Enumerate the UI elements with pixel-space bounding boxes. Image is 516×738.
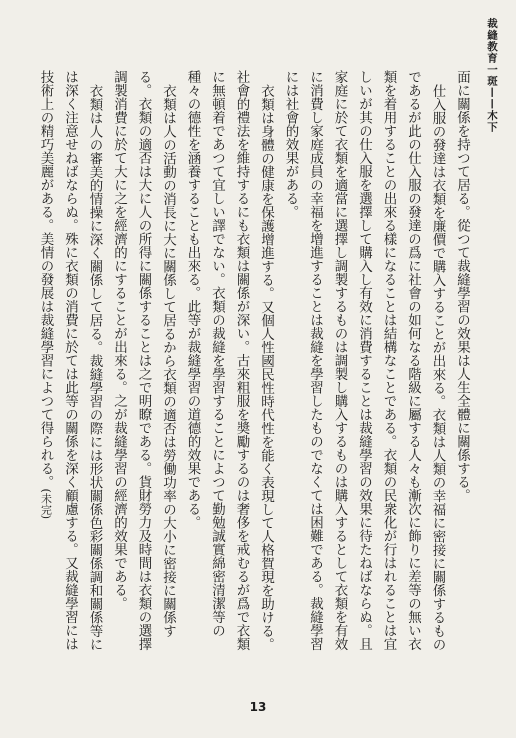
- body-text: [34, 70, 474, 655]
- paragraph: 面に關係を持つて居る。從つて裁縫學習の效果は人生全體に關係する。: [454, 70, 470, 502]
- paragraph: 衣類は身體の健康を保護增進する。又個人性國民性時代性を能く表現して人格賀現を助ける。社會的禮法を維持するにも衣類は關係が深い。古來粗服を奬勵するのは奢侈を戒むるが爲で衣類に無頓着であつて宜しい譯でない。衣類の裁縫を學習することによつて勤勉誠實綿密清潔等の種々の德性を涵養することも出來る。此等が裁縫學習の道德的效果である。: [184, 70, 274, 651]
- paragraph-text: 衣類は人の審美的情操に深く關係して居る。裁縫學習の際には形状關係色彩關係調和關係等には深く注意せねばならぬ。殊に衣類の消費に於ては此等の關係を深く顧慮する。又裁縫學習には技術上の精巧美麗がある。美情の發展は裁縫學習によつて得られる。: [37, 70, 103, 651]
- paragraph: 仕入服の發達は衣類を廉價で購入することが出來る。衣類は人類の幸福に密接に關係するものであるが此の仕入服の發達の爲に社會の如何なる階級に屬する人々も漸次に飾りに差等の無い衣類を着用することの出來る樣になることは結構なことである。衣類の民衆化が行はれることは宜しいが其の仕入服を選擇して購入し有效に消費することは裁縫學習の效果に待たねばならぬ。且家庭に於て衣類を適當に選擇し調製するものは調製し購入するものは購入するとして衣類を有效に消費し家庭成員の幸福を增進することは裁縫を學習したものでなくては困難である。裁縫學習には社會的效果がある。: [282, 70, 446, 651]
- page-number: 13: [249, 700, 267, 714]
- running-header: 裁縫教育一斑——木下: [486, 18, 498, 133]
- end-mark: (未完): [39, 488, 53, 520]
- paragraph: 衣類は人の活動の消長に大に關係して居るから衣類の適否は勞働功率の大小に密接に關係する。衣類の適否は大に人の所得に關係することは之で明瞭である。貨財勞力及時間は衣類の選擇調製消費に於て大に之を經濟的にすることが出來る。之が裁縫學習の經濟的效果である。: [111, 70, 176, 651]
- paragraph: [34, 70, 107, 655]
